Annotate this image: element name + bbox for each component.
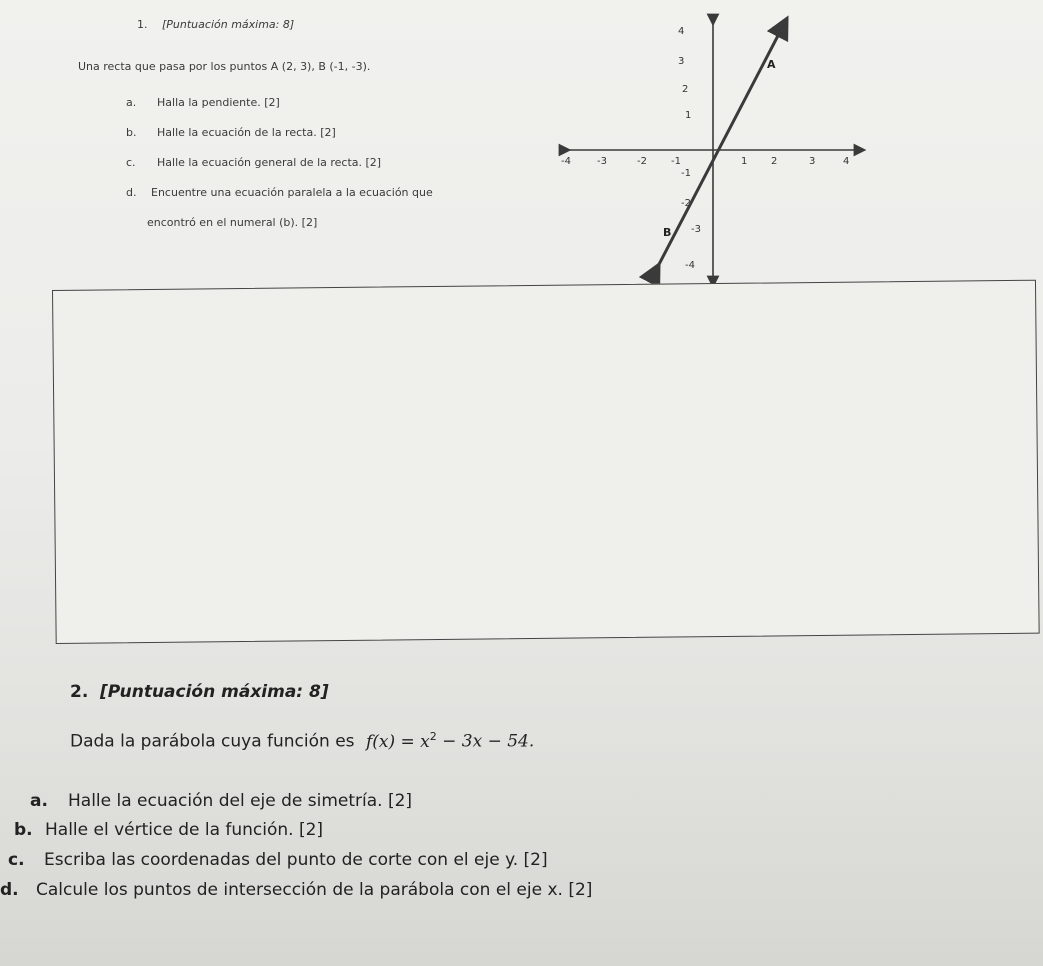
x-tick-label: 3 (809, 156, 816, 167)
y-tick-label: -3 (691, 224, 701, 235)
q2-heading: [Puntuación máxima: 8] (100, 682, 329, 702)
point-b-label: B (663, 226, 672, 239)
y-tick-label: -4 (685, 260, 695, 271)
q2-statement (70, 730, 534, 752)
q1-item-d-letter: d. (126, 186, 137, 199)
q1-heading: [Puntuación máxima: 8] (162, 18, 295, 31)
y-tick-label: 3 (678, 56, 685, 67)
q2-item-d: d. (0, 880, 19, 900)
x-tick-label: 1 (741, 156, 748, 167)
q1-item-d-text: Encuentre una ecuación paralela a la ecuación que (151, 186, 433, 199)
q1-statement: Una recta que pasa por los puntos A (2, 3), B (-1, -3). (78, 60, 371, 73)
q2-item-a-text: Halle la ecuación del eje de simetría. [2] (68, 791, 413, 811)
q2-item-c: c. (8, 850, 25, 870)
q2-function-exponent: 2 (429, 730, 437, 743)
q2-statement-prefix: Dada la parábola cuya función es (70, 731, 355, 752)
x-tick-label: -3 (597, 156, 607, 167)
y-tick-label: -2 (681, 198, 691, 209)
q2-item-d-text: Calcule los puntos de intersección de la parábola con el eje x. [2] (36, 880, 593, 900)
x-tick-label: -2 (637, 156, 647, 167)
y-tick-label: -1 (681, 168, 691, 179)
q2-item-c-text: Escriba las coordenadas del punto de corte con el eje y. [2] (44, 850, 548, 870)
point-a-label: A (767, 58, 776, 71)
q2-item-b: b. (14, 820, 33, 840)
q1-item-b-letter: b. (126, 126, 137, 139)
q1-number: 1. (137, 18, 148, 31)
x-tick-label: 4 (843, 156, 850, 167)
q1-item-b-text: Halle la ecuación de la recta. [2] (157, 126, 336, 139)
q2-number: 2. (70, 682, 89, 702)
y-tick-label: 4 (678, 26, 685, 37)
q1-item-c-letter: c. (126, 156, 136, 169)
q1-item-c-text: Halle la ecuación general de la recta. [2] (157, 156, 382, 169)
x-tick-label: -1 (671, 156, 681, 167)
q2-item-b-text: Halle el vértice de la función. [2] (45, 820, 324, 840)
q1-item-a-letter: a. (126, 96, 137, 109)
coordinate-graph (555, 10, 875, 290)
q2-function-rhs: − 3x − 54. (436, 731, 535, 752)
y-tick-label: 2 (682, 84, 689, 95)
q2-item-a: a. (30, 791, 48, 811)
x-tick-label: -4 (561, 156, 571, 167)
q2-function-lhs: f(x) = x (365, 731, 430, 752)
q1-item-d-continuation: encontró en el numeral (b). [2] (147, 216, 318, 229)
q1-item-a-text: Halla la pendiente. [2] (157, 96, 280, 109)
y-tick-label: 1 (685, 110, 692, 121)
x-tick-label: 2 (771, 156, 778, 167)
answer-box (52, 280, 1040, 644)
line-ab (655, 26, 783, 272)
